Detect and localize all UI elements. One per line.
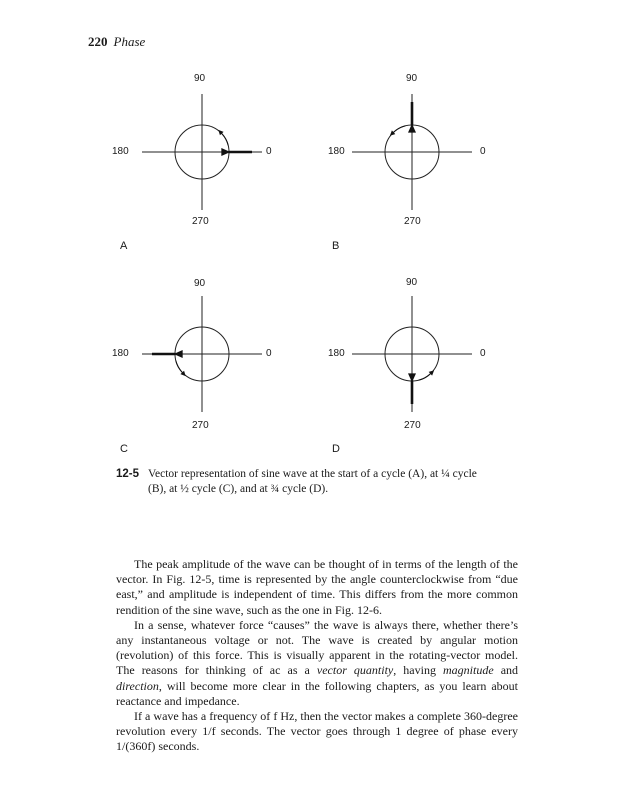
paragraph-1: The peak amplitude of the wave can be thought of in terms of the length of the vector. In Fig. 12-5, time is represented by the angle counterclockwise from “due east,” and amplitude is independent of time. This differs from the more common rendition of the sine wave, such as the one in Fig. 12-6. [116, 557, 518, 617]
axis-label-180: 180 [112, 146, 129, 157]
vector-diagram-a-graphic [112, 70, 292, 240]
vector-diagram-b-graphic [322, 70, 502, 240]
running-header [88, 34, 145, 50]
vector-diagram-a [112, 70, 292, 240]
vector-diagram-c [112, 272, 292, 442]
axis-label-0: 0 [266, 348, 272, 359]
page-number: 220 [88, 34, 108, 49]
figure-number: 12-5 [116, 468, 140, 480]
vector-diagram-c-graphic [112, 272, 292, 442]
phase-vector [390, 102, 416, 136]
axis-label-180: 180 [328, 146, 345, 157]
phase-vector [408, 370, 434, 404]
axis-label-90: 90 [406, 73, 418, 84]
panel-label-d: D [332, 443, 340, 455]
body-text [116, 557, 518, 755]
axis-label-270: 270 [404, 216, 421, 227]
term-direction: direction [116, 678, 159, 693]
rotation-arc [222, 134, 228, 146]
paragraph-2: In a sense, whatever force “causes” the wave is always there, whether there’s any instantaneous voltage or not. The wave is created by angular motion (revolution) of this force. This is visually apparent in the rotating-vector model. The reasons for thinking of ac as a vector quantity, having magnitude and direction, will become more clear in the following chapters, as you learn about reactance and impedance. [116, 617, 519, 708]
running-title: Phase [113, 34, 146, 49]
axis-label-270: 270 [192, 216, 209, 227]
rotation-arc [394, 126, 406, 132]
panel-label-c: C [120, 443, 128, 455]
caption-text: Vector representation of sine wave at the start of a cycle (A), at ¼ cycle (B), at ½ cycle (C), and at ¾ cycle (D). [148, 468, 477, 495]
axis-label-0: 0 [480, 146, 486, 157]
phase-vector [152, 350, 186, 376]
vector-diagram-d-graphic [322, 272, 502, 442]
paragraph-3: If a wave has a frequency of f Hz, then the vector makes a complete 360-degree revolution every 1/f seconds. The vector goes through 1 degree of phase every 1/(360f) seconds. [116, 709, 518, 754]
axis-label-0: 0 [480, 348, 486, 359]
axis-label-0: 0 [266, 146, 272, 157]
rotation-arc [419, 374, 431, 380]
phase-vector [218, 130, 252, 156]
axis-label-270: 270 [192, 420, 209, 431]
panel-label-b: B [332, 240, 340, 252]
term-magnitude: magnitude [442, 663, 494, 678]
term-vector-quantity: vector quantity [316, 663, 394, 678]
rotation-arc [176, 361, 182, 373]
vector-diagram-d [322, 272, 502, 442]
axis-label-90: 90 [406, 277, 418, 288]
axis-label-180: 180 [112, 348, 129, 359]
figure-caption [116, 467, 496, 497]
panel-label-a: A [120, 240, 128, 252]
axis-label-180: 180 [328, 348, 345, 359]
axis-label-90: 90 [194, 73, 206, 84]
axis-label-90: 90 [194, 278, 206, 289]
axis-label-270: 270 [404, 420, 421, 431]
vector-diagram-b [322, 70, 502, 240]
